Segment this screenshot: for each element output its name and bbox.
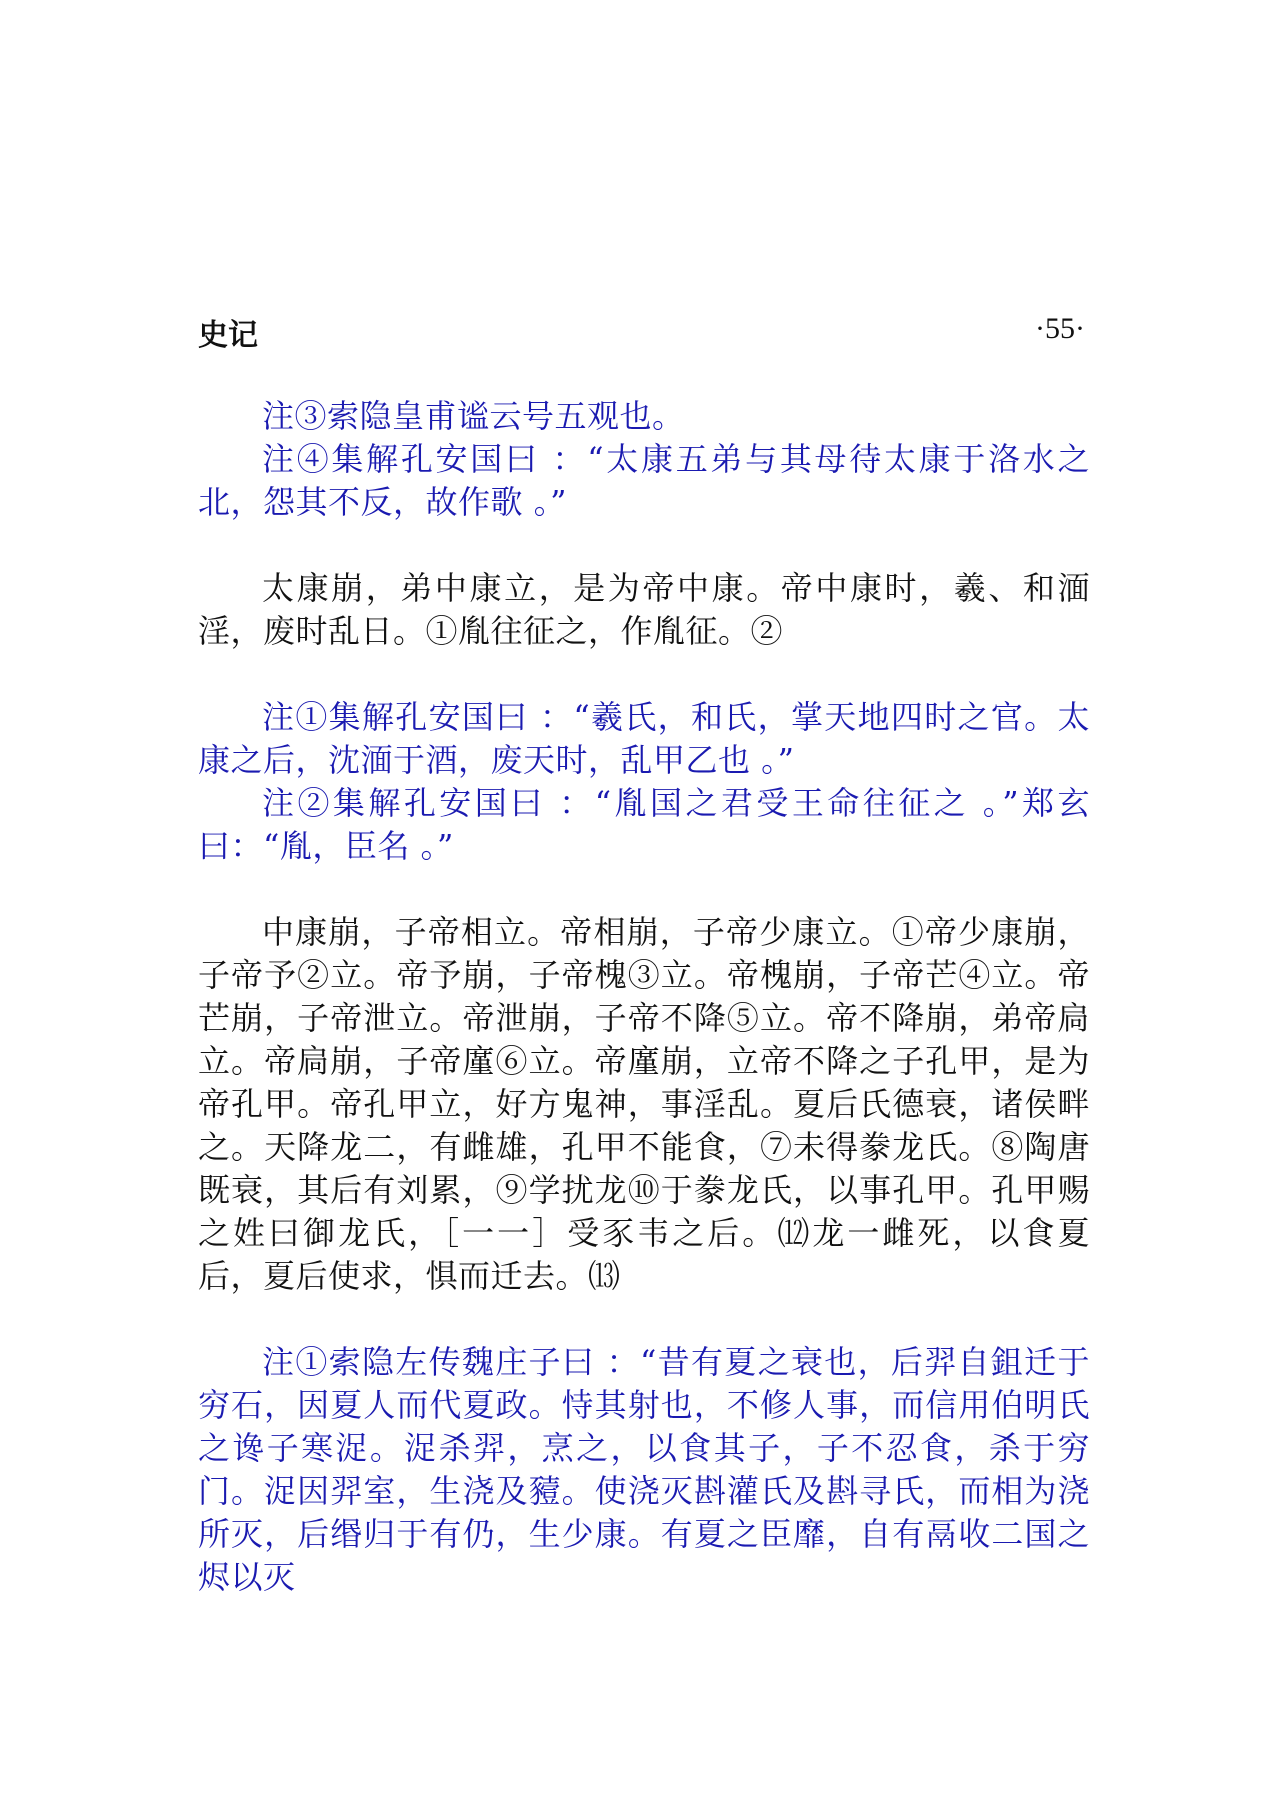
text-body (198, 395, 1090, 1599)
main-text-paragraph: 中康崩，子帝相立。帝相崩，子帝少康立。①帝少康崩，子帝予②立。帝予崩，子帝槐③立。帝槐崩，子帝芒④立。帝芒崩，子帝泄立。帝泄崩，子帝不降⑤立。帝不降崩，弟帝扃立。帝扃崩，子帝廑⑥立。帝廑崩，立帝不降之子孔甲，是为帝孔甲。帝孔甲立，好方鬼神，事淫乱。夏后氏德衰，诸侯畔之。天降龙二，有雌雄，孔甲不能食，⑦未得豢龙氏。⑧陶唐既衰，其后有刘累，⑨学扰龙⑩于豢龙氏，以事孔甲。孔甲赐之姓曰御龙氏，［一一］受豕韦之后。⑿龙一雌死，以食夏后，夏后使求，惧而迁去。⒀ (198, 913, 1090, 1295)
paragraph-gap (198, 524, 1090, 567)
page-number: ·55· (1035, 312, 1085, 345)
running-header (198, 310, 1085, 353)
annotation-paragraph: 注①集解孔安国曰 ：“羲氏，和氏，掌天地四时之官。太康之后，沈湎于酒，废天时，乱甲乙也 。” (198, 698, 1090, 779)
main-text-paragraph: 太康崩，弟中康立，是为帝中康。帝中康时，羲、和湎淫，废时乱日。①胤往征之，作胤征。② (198, 569, 1090, 650)
annotation-paragraph: 注②集解孔安国曰 ：“胤国之君受王命往征之 。”郑玄曰：“胤，臣名 。” (198, 784, 1090, 865)
annotation-paragraph: 注③索隐皇甫谧云号五观也。 (262, 397, 685, 435)
annotation-paragraph: 注④集解孔安国曰 ：“太康五弟与其母待太康于洛水之北，怨其不反，故作歌 。” (198, 440, 1090, 521)
annotation-paragraph: 注①索隐左传魏庄子曰 ：“昔有夏之衰也，后羿自鉏迁于穷石，因夏人而代夏政。恃其射也，不修人事，而信用伯明氏之谗子寒浞。浞杀羿，烹之，以食其子，子不忍食，杀于穷门。浞因羿室，生浇及豷。使浇灭斟灌氏及斟寻氏，而相为浇所灭，后缗归于有仍，生少康。有夏之臣靡，自有鬲收二国之烬以灭 (198, 1343, 1090, 1596)
paragraph-gap (198, 868, 1090, 911)
paragraph-gap (198, 653, 1090, 696)
paragraph-gap (198, 1298, 1090, 1341)
book-title: 史记 (198, 318, 258, 353)
